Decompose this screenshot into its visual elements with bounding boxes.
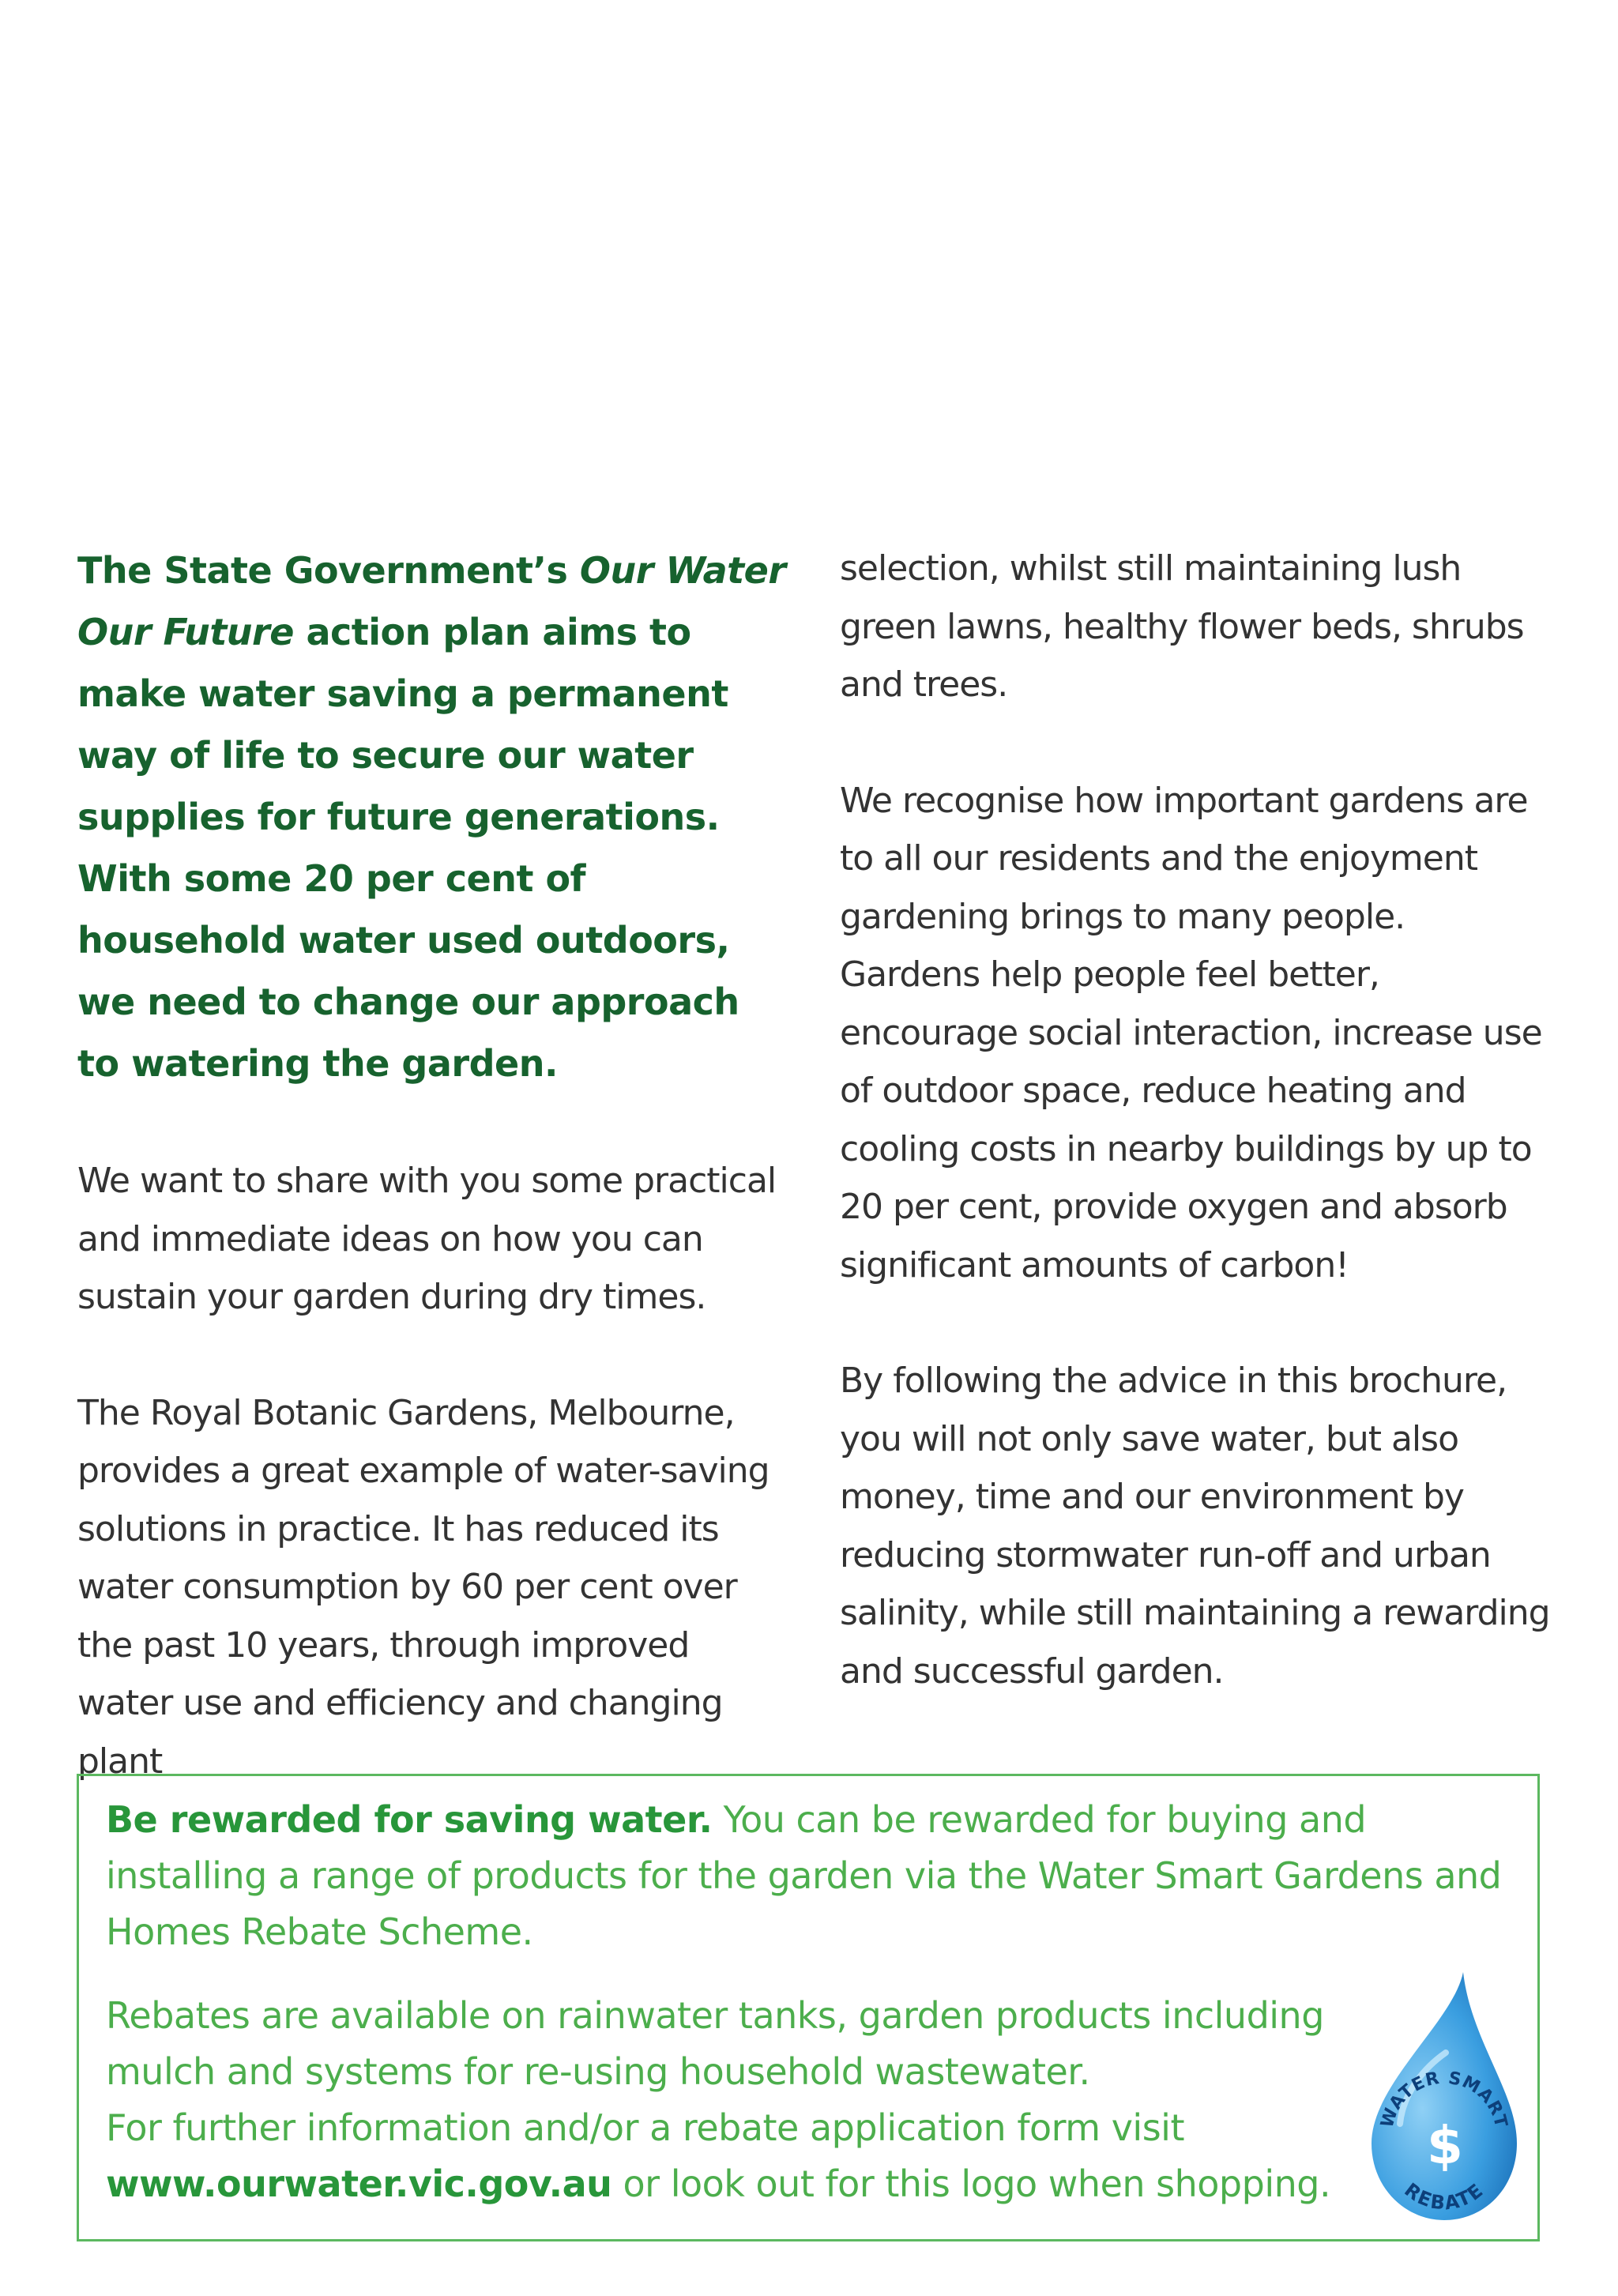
intro-text-a: The State Government’s [77,549,580,592]
logo-bottom-text: REBATE [1400,2178,1488,2215]
rebate-heading: Be rewarded for saving water. [106,1798,713,1841]
intro-plan-name: Our Water Our Future [77,549,786,653]
intro-lead [77,540,788,1094]
paragraph-gardens-importance: We recognise how important gardens are to all our residents and the enjoyment gardening brings to many people. Gardens help people feel better, encourage social interaction, increase use of outdoor space, reduce heating and cooling costs in nearby buildings by up to 20 per cent, provide oxygen and absorb significant amounts of carbon! [840,780,1542,1285]
logo-top-text: WATER SMART [1377,2068,1511,2131]
paragraph-brochure-advice: By following the advice in this brochure, you will not only save water, but also money, time and our environment by reducing stormwater run-off and urban salinity, while still maintaining a rewarding and successful garden. [840,1361,1550,1692]
intro-text-b: action plan aims to make water saving a permanent way of life to secure our water supplies for future generations. With some 20 per cent of household water used outdoors, we need to change our approach to watering the garden. [77,611,739,1085]
paragraph-botanic-gardens: The Royal Botanic Gardens, Melbourne, provides a great example of water-saving solutions in practice. It has reduced its water consumption by 60 per cent over the past 10 years, through improved water use and efficiency and changing plant [77,1392,769,1782]
dollar-sign-icon: $ [1427,2115,1463,2176]
rebate-products-text: Rebates are available on rainwater tanks, garden products including mulch and systems for re-using household wastewater. [106,1994,1324,2093]
water-smart-rebate-logo [1353,1966,1534,2226]
rebate-logo-text: or look out for this logo when shopping. [611,2162,1331,2205]
rebate-info-text: For further information and/or a rebate application form visit [106,2106,1184,2149]
left-column [77,540,788,1790]
rebate-info-box [77,1774,1540,2241]
rebate-intro [106,1792,1512,1960]
right-column [840,540,1551,1700]
rebate-url-link[interactable]: www.ourwater.vic.gov.au [106,2162,612,2205]
paragraph-practical-ideas: We want to share with you some practical and immediate ideas on how you can sustain your garden during dry times. [77,1161,777,1317]
rebate-details [106,1988,1338,2212]
rebate-intro-text: You can be rewarded for buying and installing a range of products for the garden via the Water Smart Gardens and Homes Rebate Scheme. [106,1798,1502,1953]
paragraph-continuation: selection, whilst still maintaining lush green lawns, healthy flower beds, shrubs and trees. [840,548,1524,705]
